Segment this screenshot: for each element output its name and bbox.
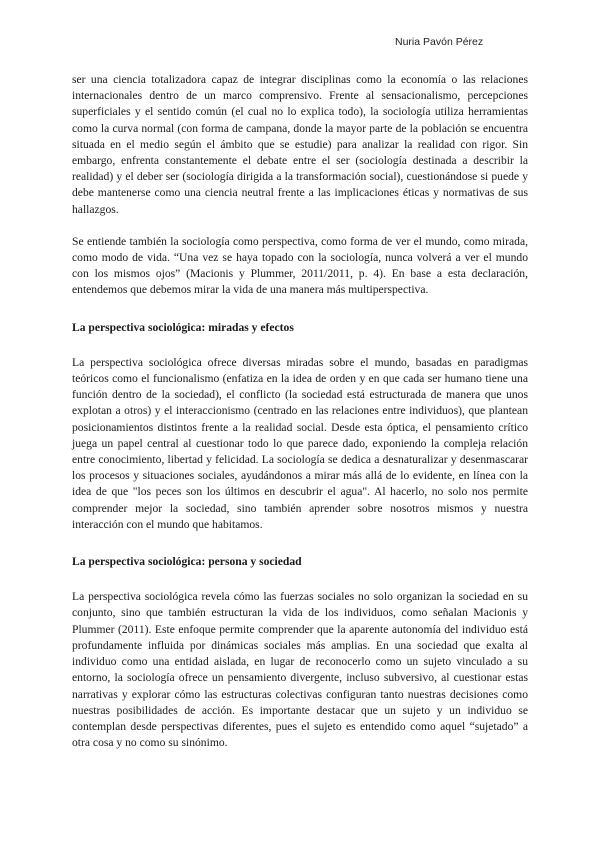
page-header-author: Nuria Pavón Pérez: [395, 36, 484, 48]
document-body: [72, 72, 528, 751]
paragraph-sociology-perspective: Se entiende también la sociología como perspectiva, como forma de ver el mundo, como mirada, como modo de vida. “Una vez se haya topado con la sociología, nunca volverá a ver el mundo con los mismos ojos” (Macionis y Plummer, 2011/2011, p. 4). En base a esta declaración, entendemos que debemos mirar la vida de una manera más multiperspectiva.: [72, 234, 528, 297]
section-heading-miradas: La perspectiva sociológica: miradas y efectos: [72, 320, 294, 334]
paragraph-miradas: La perspectiva sociológica ofrece diversas miradas sobre el mundo, basadas en paradigmas teóricos como el funcionalismo (enfatiza en la idea de orden y en que cada ser humano tiene una función dentro de la sociedad), el conflicto (la sociedad está estructurada de manera que unos explotan a otros) y el interaccionismo (centrado en las relaciones entre individuos), que plantean posicionamientos distintos frente a la realidad social. Desde esta óptica, el pensamiento crítico juega un papel central al cuestionar todo lo que parece dado, exponiendo la compleja relación entre conocimiento, libertad y felicidad. La sociología se dedica a desnaturalizar y desenmascarar los procesos y situaciones sociales, ayudándonos a mirar más allá de lo evidente, en línea con la idea de que "los peces son los últimos en descubrir el agua". Al hacerlo, no solo nos permite comprender mejor la sociedad, sino también aprender sobre nosotros mismos y nuestra interacción con el mundo que habitamos.: [72, 355, 528, 531]
section-heading-persona: La perspectiva sociológica: persona y sociedad: [72, 555, 302, 569]
paragraph-persona: La perspectiva sociológica revela cómo las fuerzas sociales no solo organizan la sociedad en su conjunto, sino que también estructuran la vida de los individuos, como señalan Macionis y Plummer (2011). Este enfoque permite comprender que la aparente autonomía del individuo está profundamente influida por dinámicas sociales más amplias. En una sociedad que exalta al individuo como una entidad aislada, en lugar de reconocerlo como un sujeto vinculado a su entorno, la sociología ofrece un pensamiento divergente, incluso subversivo, al cuestionar estas narrativas y explorar cómo las estructuras colectivas configuran tanto nuestras decisiones como nuestras posibilidades de acción. Es importante destacar que un sujeto y un individuo se contemplan desde perspectivas diferentes, pues el sujeto es entendido como aquel “sujetado” a otra cosa y no como su sinónimo.: [72, 590, 528, 750]
paragraph-sociology-science: ser una ciencia totalizadora capaz de integrar disciplinas como la economía o las relaciones internacionales dentro de un marco comprensivo. Frente al sensacionalismo, percepciones superficiales y el sentido común (el cual no lo explica todo), la sociología utiliza herramientas como la curva normal (con forma de campana, donde la mayor parte de la población se encuentra situada en el medio según el ámbito que se estudie) para analizar la realidad con rigor. Sin embargo, enfrenta constantemente el debate entre el ser (sociología destinada a describir la realidad) y el deber ser (sociología dirigida a la transformación social), cuestionándose si puede y debe mantenerse como una ciencia neutral frente a las implicaciones éticas y normativas de sus hallazgos.: [72, 73, 528, 216]
